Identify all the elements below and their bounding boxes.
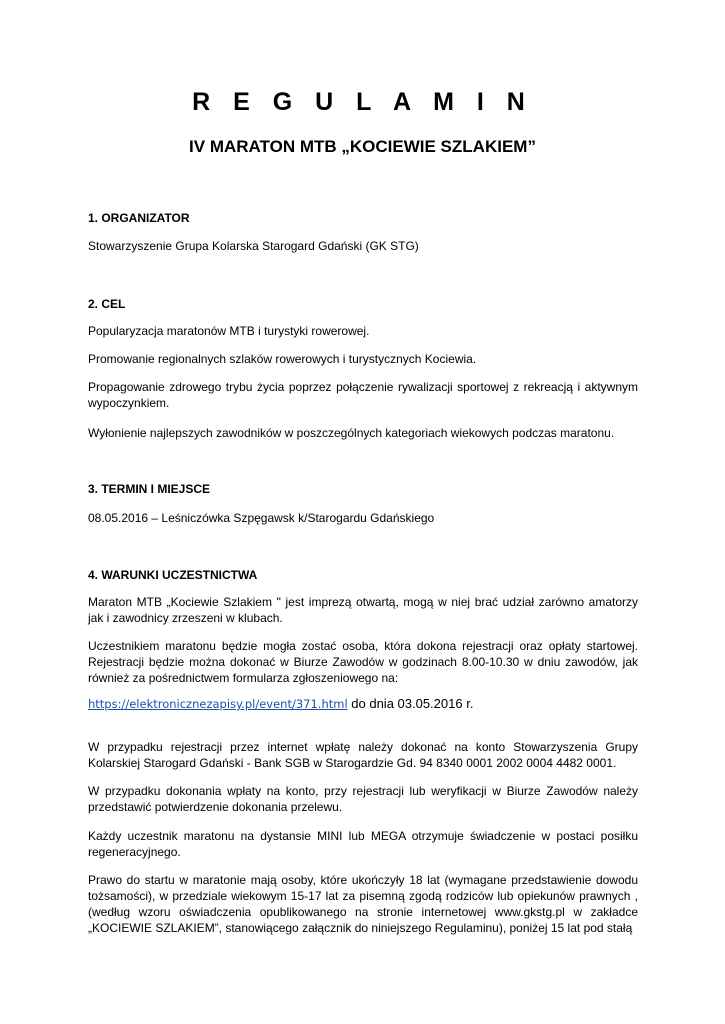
registration-deadline: do dnia 03.05.2016 r. bbox=[347, 696, 474, 711]
section-heading-conditions: 4. WARUNKI UCZESTNICTWA bbox=[88, 568, 258, 582]
section-heading-organizer: 1. ORGANIZATOR bbox=[88, 211, 190, 225]
conditions-paragraph-5: Każdy uczestnik maratonu na dystansie MINI lub MEGA otrzymuje świadczenie w postaci posiłku regeneracyjnego. bbox=[88, 829, 638, 859]
goal-paragraph-4: Wyłonienie najlepszych zawodników w poszczególnych kategoriach wiekowych podczas maratonu. bbox=[88, 426, 615, 440]
section-heading-date-place: 3. TERMIN I MIEJSCE bbox=[88, 482, 211, 496]
conditions-paragraph-6: Prawo do startu w maratonie mają osoby, które ukończyły 18 lat (wymagane przedstawienie dowodu tożsamości), w przedziale wiekowym 15-17 lat za pisemną zgodą rodziców lub opiekunów prawnych , (według wzoru oświadczenia opublikowanego na stronie internetowej www.gkstg.pl w zakładce „KOCIEWIE SZLAKIEM”, stanowiącego załącznik do niniejszego Regulaminu), poniżej 15 lat pod stałą bbox=[88, 873, 638, 935]
conditions-paragraph-3: W przypadku rejestracji przez internet wpłatę należy dokonać na konto Stowarzyszenia Grupy Kolarskiej Starogard Gdański - Bank SGB w Starogardzie Gd. 94 8340 0001 2002 0004 4482 0001. bbox=[88, 740, 638, 770]
goal-paragraph-1: Popularyzacja maratonów MTB i turystyki rowerowej. bbox=[88, 324, 370, 338]
conditions-paragraph-4: W przypadku dokonania wpłaty na konto, przy rejestracji lub weryfikacji w Biurze Zawodów należy przedstawić potwierdzenie dokonania przelewu. bbox=[88, 784, 638, 814]
registration-link-line bbox=[88, 696, 638, 712]
registration-link[interactable]: https://elektronicznezapisy.pl/event/371.html bbox=[88, 697, 348, 711]
conditions-paragraph-2: Uczestnikiem maratonu będzie mogła zostać osoba, która dokona rejestracji oraz opłaty startowej. Rejestracji będzie można dokonać w Biurze Zawodów w godzinach 8.00-10.30 w dniu zawodów, jak również za pośrednictwem formularza zgłoszeniowego na: bbox=[88, 639, 638, 685]
goal-paragraph-3: Propagowanie zdrowego trybu życia poprzez połączenie rywalizacji sportowej z rekreacją i aktywnym wypoczynkiem. bbox=[88, 380, 638, 410]
document-title: R E G U L A M I N bbox=[192, 88, 533, 116]
section-heading-goal: 2. CEL bbox=[88, 297, 126, 311]
conditions-paragraph-1: Maraton MTB „Kociewie Szlakiem " jest imprezą otwartą, mogą w niej brać udział zarówno amatorzy jak i zawodnicy zrzeszeni w klubach. bbox=[88, 595, 638, 625]
organizer-text: Stowarzyszenie Grupa Kolarska Starogard Gdański (GK STG) bbox=[88, 239, 419, 253]
document-subtitle: IV MARATON MTB „KOCIEWIE SZLAKIEM” bbox=[189, 137, 536, 156]
goal-paragraph-2: Promowanie regionalnych szlaków rowerowych i turystycznych Kociewia. bbox=[88, 352, 477, 366]
date-place-text: 08.05.2016 – Leśniczówka Szpęgawsk k/Starogardu Gdańskiego bbox=[88, 511, 435, 525]
